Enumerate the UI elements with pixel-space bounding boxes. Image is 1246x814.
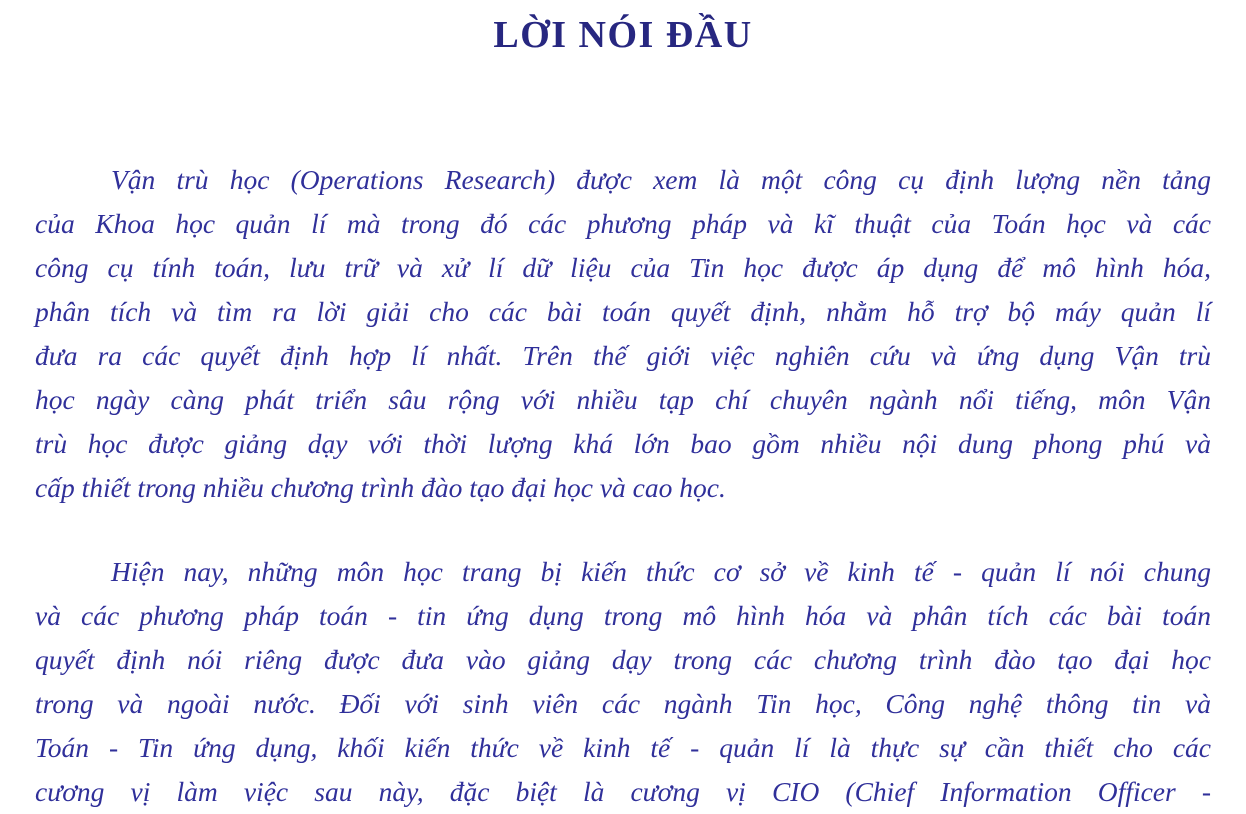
text-line: quyết định nói riêng được đưa vào giảng dạy trong các chương trình đào tạo đại học (35, 643, 1211, 675)
text-line: Hiện nay, những môn học trang bị kiến thức cơ sở về kinh tế - quản lí nói chung (111, 555, 1211, 587)
text-line: công cụ tính toán, lưu trữ và xử lí dữ liệu của Tin học được áp dụng để mô hình hóa, (35, 251, 1211, 283)
text-line: đưa ra các quyết định hợp lí nhất. Trên thế giới việc nghiên cứu và ứng dụng Vận trù (35, 339, 1211, 371)
text-line: của Khoa học quản lí mà trong đó các phương pháp và kĩ thuật của Toán học và các (35, 207, 1211, 239)
text-line: trong và ngoài nước. Đối với sinh viên các ngành Tin học, Công nghệ thông tin và (35, 687, 1211, 719)
paragraph (35, 158, 1211, 510)
paragraph (35, 550, 1211, 814)
text-line: cương vị làm việc sau này, đặc biệt là cương vị CIO (Chief Information Officer - (35, 775, 1211, 807)
text-line: và các phương pháp toán - tin ứng dụng trong mô hình hóa và phân tích các bài toán (35, 599, 1211, 631)
document-body (35, 158, 1211, 814)
text-line: phân tích và tìm ra lời giải cho các bài toán quyết định, nhằm hỗ trợ bộ máy quản lí (35, 295, 1211, 327)
text-line: trù học được giảng dạy với thời lượng khá lớn bao gồm nhiều nội dung phong phú và (35, 427, 1211, 459)
text-line: học ngày càng phát triển sâu rộng với nhiều tạp chí chuyên ngành nổi tiếng, môn Vận (35, 383, 1211, 415)
text-line: cấp thiết trong nhiều chương trình đào tạo đại học và cao học. (35, 471, 726, 503)
text-line: Toán - Tin ứng dụng, khối kiến thức về kinh tế - quản lí là thực sự cần thiết cho các (35, 731, 1211, 763)
page-title: LỜI NÓI ĐẦU (493, 14, 753, 56)
text-line: Vận trù học (Operations Research) được xem là một công cụ định lượng nền tảng (111, 163, 1211, 195)
